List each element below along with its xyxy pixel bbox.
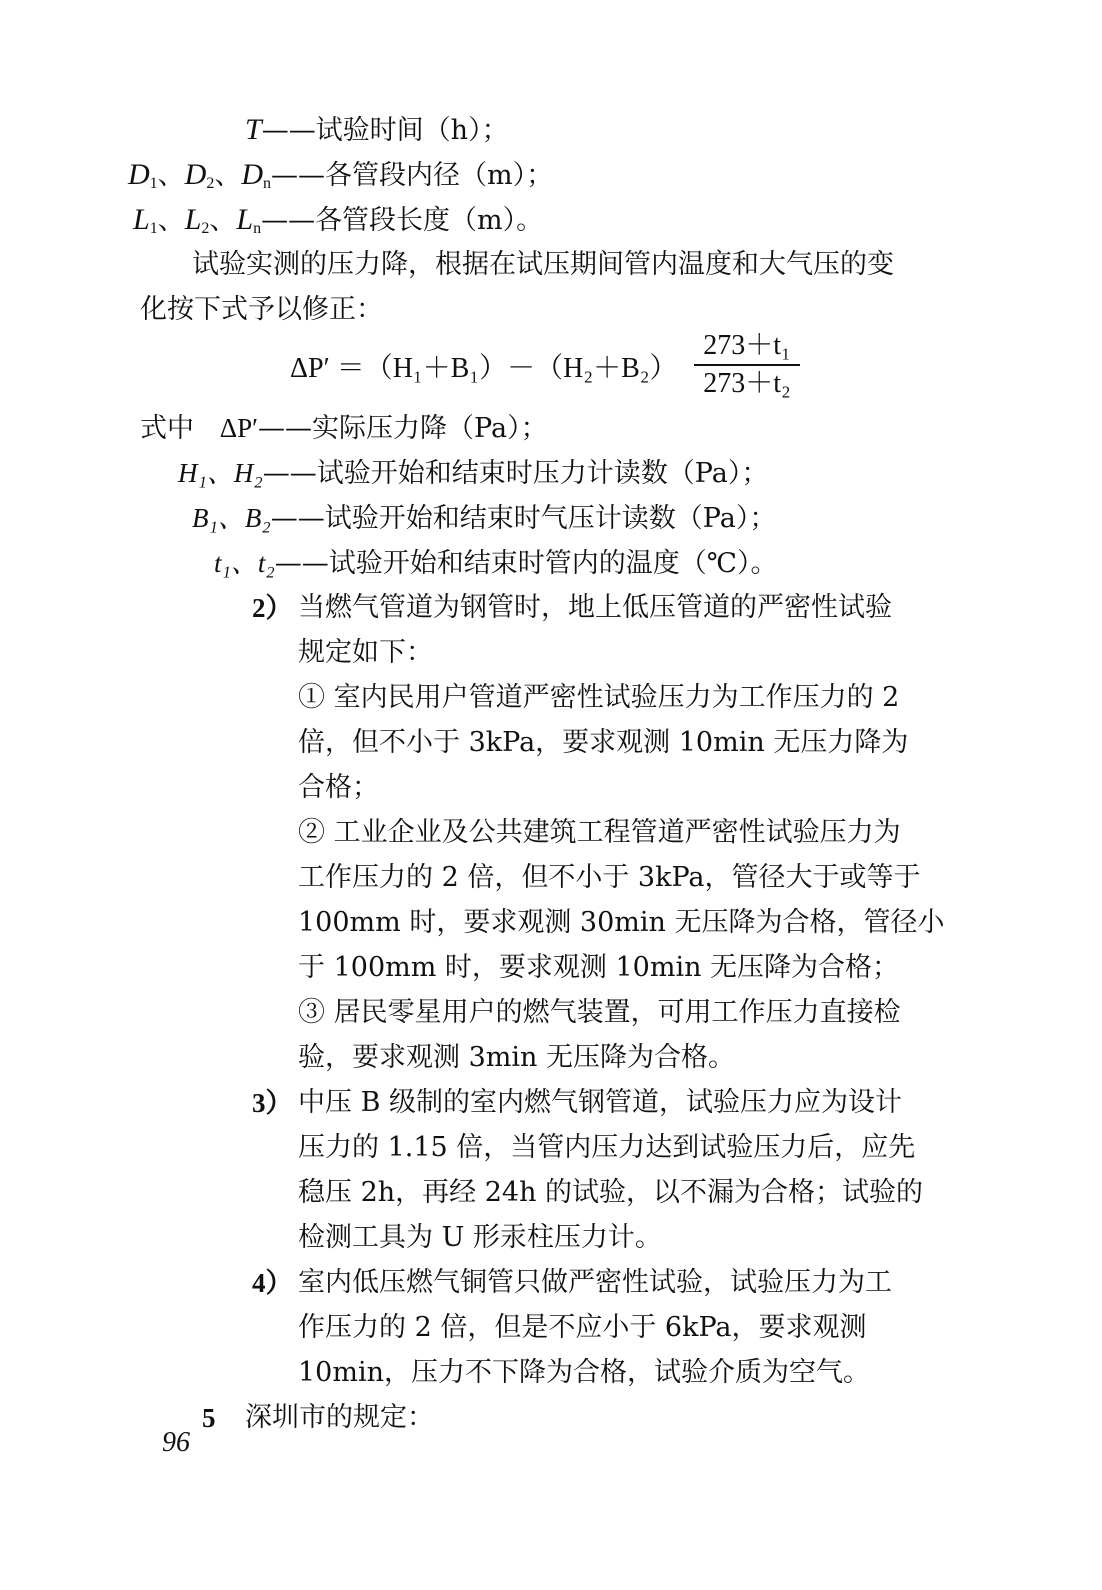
sub-3-line-2: 验，要求观测 3min 无压降为合格。 xyxy=(298,1042,735,1073)
def-D: $D_1$、$D_2$、$D_n——$各管段内径（m）； xyxy=(128,158,554,192)
section-5-heading: 深圳市的规定： xyxy=(245,1402,434,1433)
def-B: B₁、B₂——试验开始和结束时气压计读数（Pa）； xyxy=(192,503,777,534)
formula-fraction xyxy=(694,330,800,400)
page-number: 96 xyxy=(162,1427,190,1458)
item-3-line-2: 压力的 1.15 倍，当管内压力达到试验压力后，应先 xyxy=(298,1132,916,1163)
sub-2-line-4: 于 100mm 时，要求观测 10min 无压降为合格； xyxy=(298,952,900,983)
item-2-line-1: 当燃气管道为钢管时，地上低压管道的严密性试验 xyxy=(298,592,892,623)
sub-2-line-1: ② 工业企业及公共建筑工程管道严密性试验压力为 xyxy=(298,817,901,848)
def-L: $L_1$、$L_2$、$L_n——$各管段长度（m）。 xyxy=(133,203,544,237)
item-3-line-3: 稳压 2h，再经 24h 的试验，以不漏为合格；试验的 xyxy=(298,1177,924,1208)
item-4-line-1: 室内低压燃气铜管只做严密性试验，试验压力为工 xyxy=(298,1267,892,1298)
sub-1-line-2: 倍，但不小于 3kPa，要求观测 10min 无压力降为 xyxy=(298,727,909,758)
def-T: T——试验时间（h）； xyxy=(245,113,509,146)
sub-1-line-3: 合格； xyxy=(298,772,379,803)
item-4-line-2: 作压力的 2 倍，但是不应小于 6kPa，要求观测 xyxy=(298,1312,867,1343)
item-3-number: 3） xyxy=(252,1088,293,1118)
def-deltaP: 式中 ΔP′——实际压力降（Pa）； xyxy=(140,413,548,444)
item-2-number: 2） xyxy=(252,593,293,623)
section-5-number: 5 xyxy=(202,1403,216,1433)
formula-denominator: 273＋t₂ xyxy=(703,368,791,399)
fraction-bar xyxy=(694,364,800,366)
sub-2-line-2: 工作压力的 2 倍，但不小于 3kPa，管径大于或等于 xyxy=(298,862,921,893)
sub-3-line-1: ③ 居民零星用户的燃气装置，可用工作压力直接检 xyxy=(298,997,901,1028)
item-2-line-2: 规定如下： xyxy=(298,637,433,668)
item-3-line-4: 检测工具为 U 形汞柱压力计。 xyxy=(298,1222,662,1253)
intro-line-1: 试验实测的压力降，根据在试压期间管内温度和大气压的变 xyxy=(192,249,894,280)
def-H: H₁、H₂——试验开始和结束时压力计读数（Pa）； xyxy=(178,458,769,489)
sub-1-line-1: ① 室内民用户管道严密性试验压力为工作压力的 2 xyxy=(298,682,900,713)
item-3-line-1: 中压 B 级制的室内燃气钢管道，试验压力应为设计 xyxy=(298,1087,903,1118)
intro-line-2: 化按下式予以修正： xyxy=(140,294,383,325)
def-t: t₁、t₂——试验开始和结束时管内的温度（℃）。 xyxy=(214,548,778,579)
item-4-line-3: 10min，压力不下降为合格，试验介质为空气。 xyxy=(298,1357,870,1388)
sub-2-line-3: 100mm 时，要求观测 30min 无压降为合格，管径小 xyxy=(298,907,945,938)
formula-numerator: 273＋t₁ xyxy=(703,330,791,361)
formula-lhs: ΔP′ ＝（H₁＋B₁）－（H₂＋B₂） xyxy=(290,353,678,384)
where-label: 式中 xyxy=(140,413,194,444)
item-4-number: 4） xyxy=(252,1268,293,1298)
